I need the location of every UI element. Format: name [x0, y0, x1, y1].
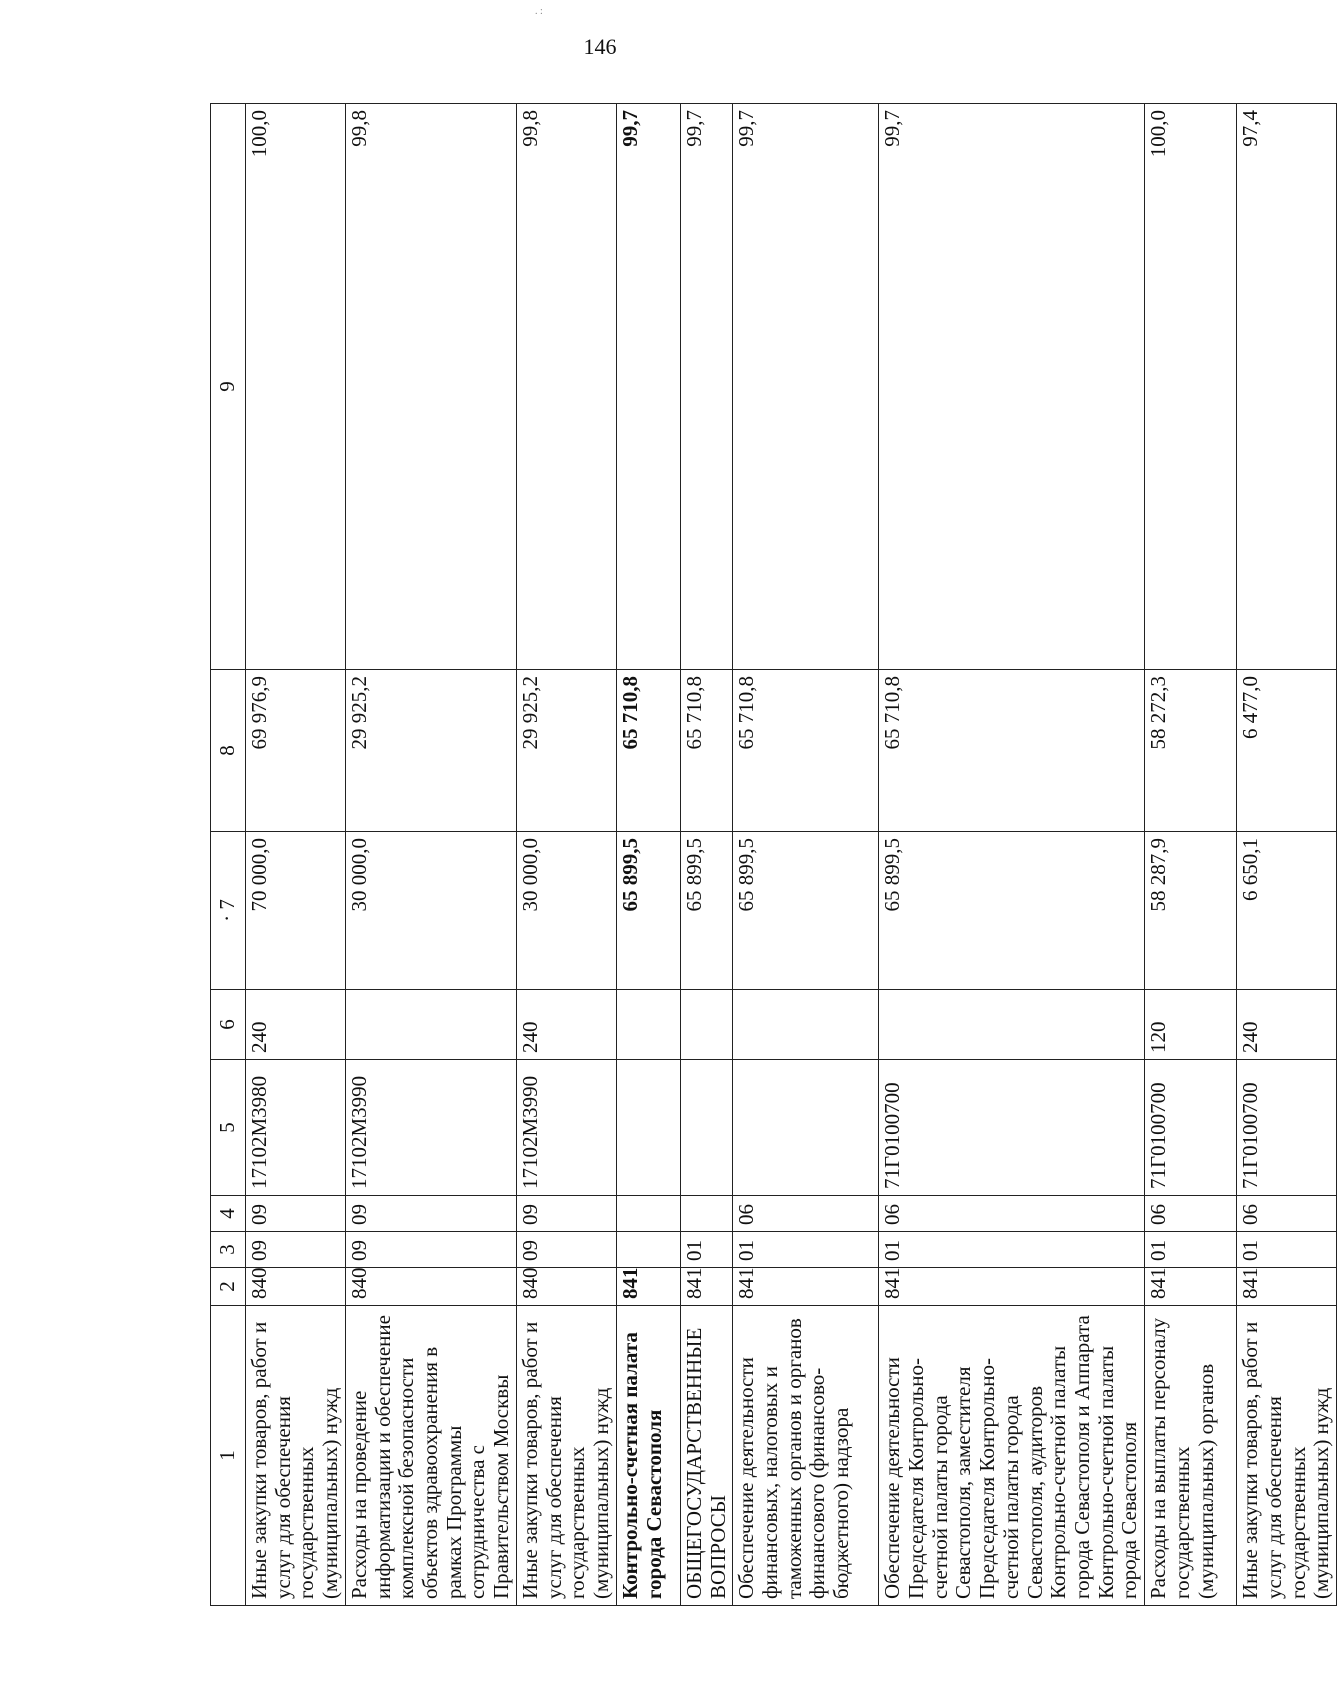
description-cell: Контрольно-счетная палата города Севастополя — [616, 1306, 680, 1606]
actual-cell: 58 272,3 — [1145, 670, 1237, 832]
target-cell: 71Г0100700 — [1145, 1060, 1237, 1196]
type-cell — [345, 990, 516, 1060]
target-cell: 17102М3990 — [516, 1060, 616, 1196]
header-cell: 2 — [211, 1268, 246, 1306]
table-row — [345, 104, 516, 1606]
percent-cell: 99,7 — [680, 104, 732, 670]
code-cell: 841 — [879, 1268, 1145, 1306]
subsection-cell: 09 — [345, 1196, 516, 1232]
actual-cell: 29 925,2 — [516, 670, 616, 832]
description-cell: Обеспечение деятельности Председателя Контрольно-счетной палаты города Севастополя, заместителя Председателя Контрольно-счетной палаты города Севастополя, аудиторов Контрольно-счетной палаты города Севастополя и Аппарата Контрольно-счетной палаты города Севастополя — [879, 1306, 1145, 1606]
subsection-cell: 06 — [879, 1196, 1145, 1232]
description-cell: Иные закупки товаров, работ и услуг для обеспечения государственных (муниципальных) нужд — [246, 1306, 346, 1606]
subsection-cell — [680, 1196, 732, 1232]
percent-cell: 100,0 — [246, 104, 346, 670]
header-cell: 9 — [211, 104, 246, 670]
actual-cell: 65 710,8 — [616, 670, 680, 832]
table-row — [516, 104, 616, 1606]
header-cell: 6 — [211, 990, 246, 1060]
header-cell: 8 — [211, 670, 246, 832]
scan-mark: . : — [535, 6, 543, 17]
actual-cell: 65 710,8 — [733, 670, 879, 832]
code-cell: 840 — [246, 1268, 346, 1306]
percent-cell: 99,7 — [733, 104, 879, 670]
percent-cell: 99,8 — [516, 104, 616, 670]
type-cell — [879, 990, 1145, 1060]
table-row — [1145, 104, 1237, 1606]
target-cell: 17102М3980 — [246, 1060, 346, 1196]
table-row — [879, 104, 1145, 1606]
subsection-cell: 09 — [516, 1196, 616, 1232]
section-cell: 01 — [879, 1232, 1145, 1268]
header-cell: · 7 — [211, 832, 246, 990]
actual-cell: 69 976,9 — [246, 670, 346, 832]
target-cell: 71Г0100700 — [1237, 1060, 1337, 1196]
target-cell: 71Г0100700 — [879, 1060, 1145, 1196]
page-number: 146 — [583, 34, 617, 59]
code-cell: 841 — [616, 1268, 680, 1306]
description-cell: Расходы на выплаты персоналу государственных (муниципальных) органов — [1145, 1306, 1237, 1606]
percent-cell: 99,7 — [616, 104, 680, 670]
section-cell: 09 — [516, 1232, 616, 1268]
percent-cell: 99,7 — [879, 104, 1145, 670]
plan-cell: 65 899,5 — [680, 832, 732, 990]
budget-table — [210, 103, 1337, 1606]
section-cell: 09 — [246, 1232, 346, 1268]
plan-cell: 30 000,0 — [345, 832, 516, 990]
description-cell: Иные закупки товаров, работ и услуг для обеспечения государственных (муниципальных) нужд — [1237, 1306, 1337, 1606]
plan-cell: 70 000,0 — [246, 832, 346, 990]
code-cell: 840 — [516, 1268, 616, 1306]
subsection-cell: 06 — [1145, 1196, 1237, 1232]
target-cell — [733, 1060, 879, 1196]
code-cell: 840 — [345, 1268, 516, 1306]
type-cell: 240 — [1237, 990, 1337, 1060]
table-row — [733, 104, 879, 1606]
section-cell: 01 — [733, 1232, 879, 1268]
description-cell: Расходы на проведение информатизации и обеспечение комплексной безопасности объектов здравоохранения в рамках Программы сотрудничества с Правительством Москвы — [345, 1306, 516, 1606]
type-cell: 240 — [516, 990, 616, 1060]
subsection-cell: 06 — [1237, 1196, 1337, 1232]
plan-cell: 65 899,5 — [879, 832, 1145, 990]
target-cell — [680, 1060, 732, 1196]
header-cell: 5 — [211, 1060, 246, 1196]
table-row — [1237, 104, 1337, 1606]
code-cell: 841 — [733, 1268, 879, 1306]
section-cell: 01 — [1145, 1232, 1237, 1268]
plan-cell: 65 899,5 — [733, 832, 879, 990]
table-stage — [210, 104, 1334, 1606]
section-cell: 09 — [345, 1232, 516, 1268]
section-cell: 01 — [1237, 1232, 1337, 1268]
code-cell: 841 — [1237, 1268, 1337, 1306]
target-cell: 17102М3990 — [345, 1060, 516, 1196]
plan-cell: 58 287,9 — [1145, 832, 1237, 990]
section-cell: 01 — [680, 1232, 732, 1268]
rotated-table-wrapper — [210, 104, 1334, 1606]
subsection-cell — [616, 1196, 680, 1232]
type-cell — [616, 990, 680, 1060]
header-row — [211, 104, 246, 1606]
actual-cell: 29 925,2 — [345, 670, 516, 832]
actual-cell: 65 710,8 — [879, 670, 1145, 832]
description-cell: Обеспечение деятельности финансовых, налоговых и таможенных органов и органов финансового (финансово-бюджетного) надзора — [733, 1306, 879, 1606]
plan-cell: 65 899,5 — [616, 832, 680, 990]
table-row — [680, 104, 732, 1606]
subsection-cell: 09 — [246, 1196, 346, 1232]
type-cell: 240 — [246, 990, 346, 1060]
section-cell — [616, 1232, 680, 1268]
code-cell: 841 — [680, 1268, 732, 1306]
plan-cell: 30 000,0 — [516, 832, 616, 990]
description-cell: ОБЩЕГОСУДАРСТВЕННЫЕ ВОПРОСЫ — [680, 1306, 732, 1606]
actual-cell: 6 477,0 — [1237, 670, 1337, 832]
header-cell: 4 — [211, 1196, 246, 1232]
percent-cell: 100,0 — [1145, 104, 1237, 670]
percent-cell: 97,4 — [1237, 104, 1337, 670]
actual-cell: 65 710,8 — [680, 670, 732, 832]
code-cell: 841 — [1145, 1268, 1237, 1306]
subsection-cell: 06 — [733, 1196, 879, 1232]
description-cell: Иные закупки товаров, работ и услуг для обеспечения государственных (муниципальных) нужд — [516, 1306, 616, 1606]
percent-cell: 99,8 — [345, 104, 516, 670]
table-row — [616, 104, 680, 1606]
plan-cell: 6 650,1 — [1237, 832, 1337, 990]
type-cell — [680, 990, 732, 1060]
type-cell — [733, 990, 879, 1060]
header-cell: 3 — [211, 1232, 246, 1268]
target-cell — [616, 1060, 680, 1196]
header-cell: 1 — [211, 1306, 246, 1606]
table-row — [246, 104, 346, 1606]
type-cell: 120 — [1145, 990, 1237, 1060]
